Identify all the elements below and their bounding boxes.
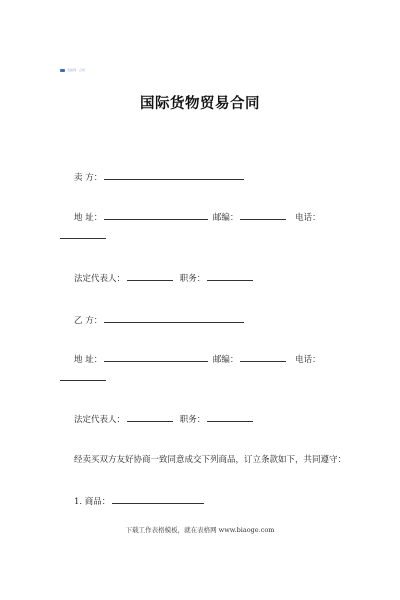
legal-rep-label: 法定代表人：: [74, 274, 126, 284]
position-label: 职务：: [179, 415, 206, 425]
logo-text: 表格网 · 合同: [67, 68, 85, 72]
seller-line: [74, 170, 246, 184]
address-label: 地 址：: [74, 355, 103, 365]
legal-rep-blank: [127, 412, 173, 422]
position-blank: [207, 412, 253, 422]
phone-blank: [60, 229, 106, 239]
address-blank: [104, 352, 208, 362]
site-logo: [60, 68, 85, 72]
clause-1-line: [74, 494, 206, 508]
legal-rep-blank: [127, 271, 173, 281]
phone-label: 电话：: [295, 355, 321, 365]
buyer-address-line: [74, 352, 321, 366]
seller-legal-rep-line: [74, 271, 255, 285]
buyer-phone-continuation: [60, 371, 108, 385]
position-label: 职务：: [179, 274, 206, 284]
footer-text: 下载工作表格模板，就在表格网 www.biaoge.com: [125, 526, 275, 534]
buyer-blank: [104, 313, 244, 323]
postcode-blank: [240, 352, 286, 362]
legal-rep-label: 法定代表人：: [74, 415, 126, 425]
seller-label: 卖 方：: [74, 173, 103, 183]
phone-label: 电话：: [295, 213, 321, 223]
logo-icon: [60, 69, 65, 72]
address-label: 地 址：: [74, 213, 103, 223]
postcode-label: 邮编：: [212, 213, 239, 223]
seller-blank: [104, 170, 244, 180]
postcode-blank: [240, 210, 286, 220]
position-blank: [207, 271, 253, 281]
buyer-legal-rep-line: [74, 412, 255, 426]
seller-phone-continuation: [60, 229, 108, 243]
address-blank: [104, 210, 208, 220]
document-title: 国际货物贸易合同: [140, 96, 260, 112]
intro-paragraph: 经卖买双方友好协商一致同意成交下列商品，订立条款如下，共同遵守：: [74, 455, 347, 465]
buyer-line: [74, 313, 246, 327]
clause-1-blank: [112, 494, 204, 504]
seller-address-line: [74, 210, 321, 224]
phone-blank: [60, 371, 106, 381]
clause-1-label: 1. 商品：: [74, 497, 111, 507]
buyer-label: 乙 方：: [74, 316, 103, 326]
postcode-label: 邮编：: [212, 355, 239, 365]
